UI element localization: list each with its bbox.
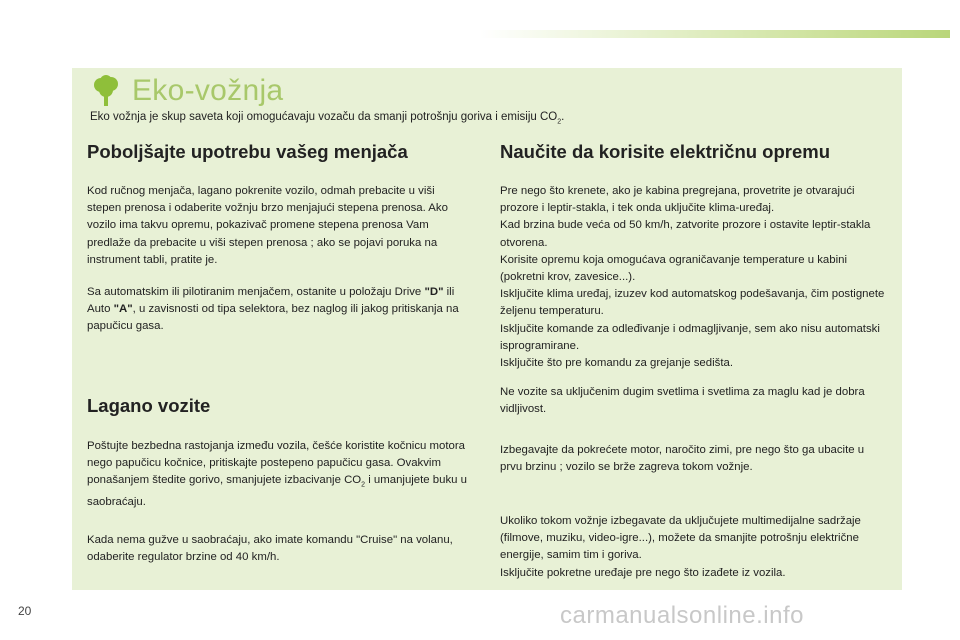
decorative-top-stripe xyxy=(480,30,950,38)
intro-text: Eko vožnja je skup saveta koji omogućavaju vozaču da smanji potrošnju goriva i emisiju $CO_2$. xyxy=(90,111,565,126)
electrical-paragraph-multimedia: Ukoliko tokom vožnje izbegavate da uključujete multimedijalne sadržaje (filmove, muziku, video-igre...), možete da smanjite potrošnju električne energije, samim tim i goriva. Isključite pokretne uređaje pre nego što izađete iz vozila. xyxy=(500,515,861,579)
gearbox-paragraph-1: Kod ručnog menjača, lagano pokrenite vozilo, odmah prebacite u viši stepen prenosa i odaberite vožnju brzo menjajući stepena prenosa. Ako vozilo ima takvu opremu, pokazivač promene stepena prenosa Vam predlaže da prebacite u viši stepen prenosa ; ako se pojavi poruka na instrument tabli, pratite je. xyxy=(87,185,448,266)
heading-electrical-equipment: Naučite da korisite električnu opremu xyxy=(500,141,831,162)
title-row xyxy=(92,74,283,108)
page-title: Eko-vožnja xyxy=(132,74,284,107)
electrical-paragraph-1: Pre nego što krenete, ako je kabina pregrejana, provetrite je otvarajući prozore i leptir-stakla, i tek onda uključite klima-uređaj. Kad brzina bude veća od 50 km/h, zatvorite prozore i ostavite leptir-stakla otvorena. Korisite opremu koja omogućava ograničavanje temperature u kabini (pokretni krov, zavesice...). Isključite klima uređaj, izuzev kod automatskog podešavanja, čim postignete željenu temperaturu. Isključite komande za odleđivanje i odmagljivanje, sem ako nisu automatski isprogramirane. Isključite što pre komandu za grejanje sedišta. xyxy=(500,185,885,370)
heading-drive-smoothly: Lagano vozite xyxy=(87,395,211,416)
page-number: 20 xyxy=(18,604,32,618)
gearbox-paragraph-2: Sa automatskim ili pilotiranim menjačem, ostanite u položaju Drive "D" ili Auto "A", u zavisnosti od tipa selektora, bez naglog ili jakog pritiskanja na papučicu gasa. xyxy=(87,286,459,333)
smooth-paragraph-2: Kada nema gužve u saobraćaju, ako imate komandu "Cruise" na volanu, odaberite regulator brzine od 40 km/h. xyxy=(87,534,453,564)
electrical-paragraph-lights: Ne vozite sa uključenim dugim svetlima i svetlima za maglu kad je dobra vidljivost. xyxy=(500,386,865,416)
heading-gearbox: Poboljšajte upotrebu vašeg menjača xyxy=(87,141,408,162)
electrical-paragraph-engine: Izbegavajte da pokrećete motor, naročito zimi, pre nego što ga ubacite u prvu brzinu ; vozilo se brže zagreva tokom vožnje. xyxy=(500,444,865,474)
watermark: carmanualsonline.info xyxy=(560,602,804,629)
tree-icon xyxy=(92,75,120,107)
smooth-paragraph-1: Poštujte bezbedna rastojanja između vozila, češće koristite kočnicu motora nego papučicu kočnice, pritiskajte postepeno papučicu gasa. Ovakvim ponašanjem štedite gorivo, smanjujete izbacivanje $CO_2$ i umanjujete buku u saobraćaju. xyxy=(87,440,468,508)
